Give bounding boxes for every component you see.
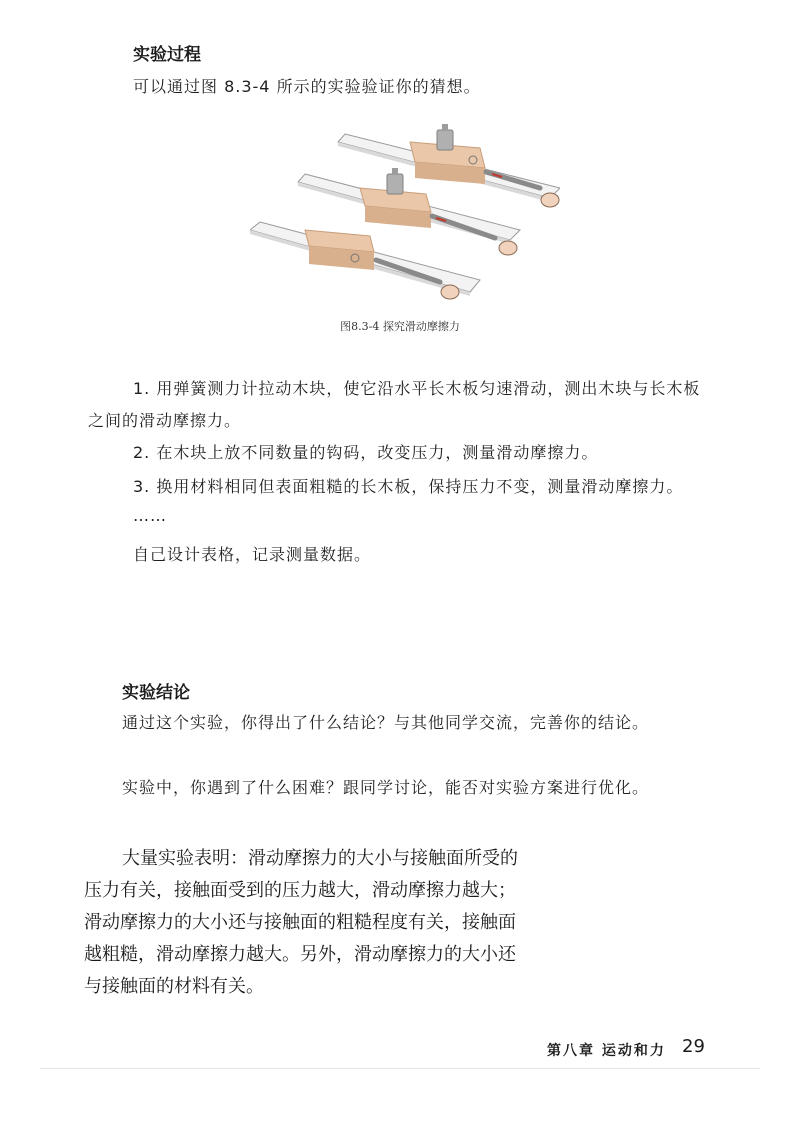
hand-top-icon: [541, 193, 559, 207]
footer-divider: [40, 1068, 760, 1069]
wood-block-bottom: [305, 230, 374, 270]
summary-line-2: 压力有关，接触面受到的压力越大，滑动摩擦力越大；: [84, 880, 516, 901]
summary-line-1: 大量实验表明：滑动摩擦力的大小与接触面所受的: [122, 848, 518, 869]
friction-experiment-figure: [250, 112, 560, 312]
ellipsis: ……: [133, 506, 167, 525]
summary-line-5: 与接触面的材料有关。: [84, 976, 264, 997]
step-3: 3. 换用材料相同但表面粗糙的长木板，保持压力不变，测量滑动摩擦力。: [133, 477, 684, 496]
conclusion-heading: 实验结论: [122, 683, 190, 703]
summary-line-4: 越粗糙，滑动摩擦力越大。另外，滑动摩擦力的大小还: [84, 944, 516, 965]
figure-caption: 图8.3-4 探究滑动摩擦力: [340, 320, 460, 333]
hand-middle-icon: [499, 241, 517, 255]
conclusion-question-1: 通过这个实验，你得出了什么结论？与其他同学交流，完善你的结论。: [122, 713, 650, 732]
design-table-note: 自己设计表格，记录测量数据。: [133, 545, 372, 564]
process-intro: 可以通过图 8.3-4 所示的实验验证你的猜想。: [133, 77, 481, 96]
process-heading: 实验过程: [133, 45, 201, 65]
hand-bottom-icon: [441, 285, 459, 299]
step-1-line-1: 1. 用弹簧测力计拉动木块，使它沿水平长木板匀速滑动，测出木块与长木板: [133, 379, 701, 398]
weight-top: [437, 124, 453, 150]
summary-line-3: 滑动摩擦力的大小还与接触面的粗糙程度有关，接触面: [84, 912, 516, 933]
conclusion-question-2: 实验中，你遇到了什么困难？跟同学讨论，能否对实验方案进行优化。: [122, 778, 650, 797]
weight-middle: [387, 168, 403, 194]
step-2: 2. 在木块上放不同数量的钩码，改变压力，测量滑动摩擦力。: [133, 443, 599, 462]
footer-chapter: 第八章 运动和力: [547, 1043, 666, 1059]
step-1-line-2: 之间的滑动摩擦力。: [88, 411, 242, 430]
page-number: 29: [682, 1036, 705, 1057]
